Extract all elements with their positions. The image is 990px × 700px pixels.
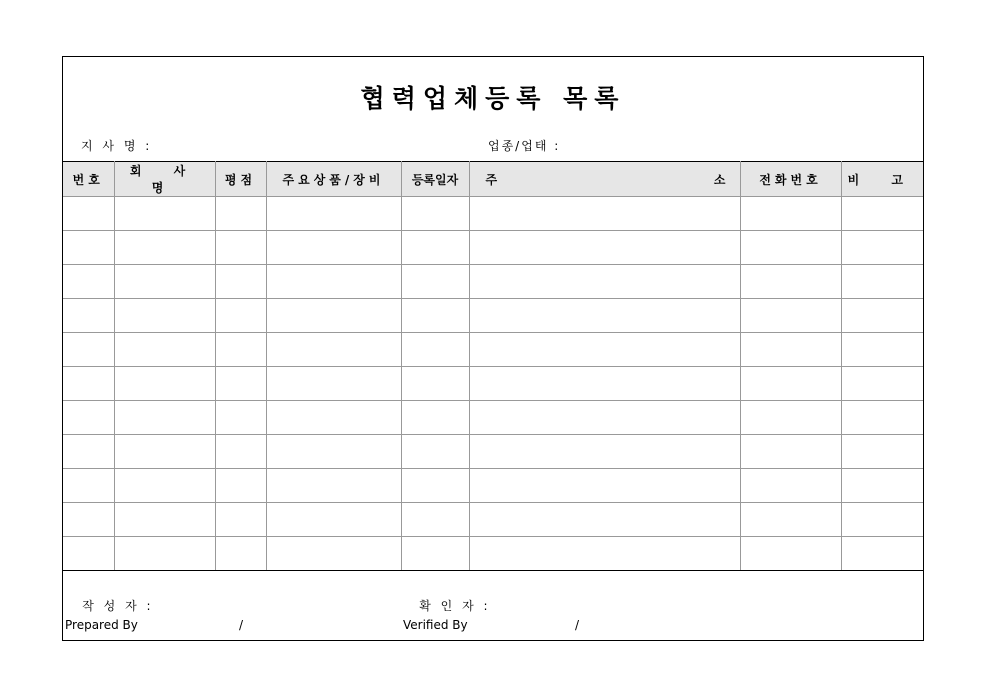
- table-cell[interactable]: [266, 401, 401, 435]
- table-cell[interactable]: [266, 265, 401, 299]
- table-cell[interactable]: [469, 197, 740, 231]
- table-cell[interactable]: [841, 197, 923, 231]
- table-cell[interactable]: [401, 435, 469, 469]
- table-cell[interactable]: [63, 197, 114, 231]
- table-header-row: [63, 162, 923, 197]
- table-cell[interactable]: [266, 503, 401, 537]
- table-row: [63, 231, 923, 265]
- header-registration-date: 등록일자: [401, 162, 469, 197]
- table-row: [63, 333, 923, 367]
- table-cell[interactable]: [401, 265, 469, 299]
- table-cell[interactable]: [63, 299, 114, 333]
- table-cell[interactable]: [841, 333, 923, 367]
- table-cell[interactable]: [215, 469, 266, 503]
- table-cell[interactable]: [266, 333, 401, 367]
- table-cell[interactable]: [841, 435, 923, 469]
- table-cell[interactable]: [114, 333, 215, 367]
- table-cell[interactable]: [740, 503, 841, 537]
- table-cell[interactable]: [469, 469, 740, 503]
- table-cell[interactable]: [740, 197, 841, 231]
- table-cell[interactable]: [114, 537, 215, 571]
- verified-by-label: Verified By: [403, 618, 468, 632]
- table-cell[interactable]: [740, 299, 841, 333]
- table-cell[interactable]: [740, 401, 841, 435]
- table-cell[interactable]: [114, 435, 215, 469]
- table-cell[interactable]: [401, 367, 469, 401]
- table-cell[interactable]: [740, 435, 841, 469]
- table-cell[interactable]: [266, 435, 401, 469]
- table-cell[interactable]: [401, 503, 469, 537]
- table-cell[interactable]: [215, 401, 266, 435]
- table-cell[interactable]: [469, 503, 740, 537]
- table-row: [63, 197, 923, 231]
- table-cell[interactable]: [401, 197, 469, 231]
- table-cell[interactable]: [266, 367, 401, 401]
- table-cell[interactable]: [841, 469, 923, 503]
- document-frame: [62, 56, 924, 641]
- table-cell[interactable]: [841, 503, 923, 537]
- table-cell[interactable]: [740, 333, 841, 367]
- table-cell[interactable]: [266, 197, 401, 231]
- table-row: [63, 299, 923, 333]
- table-cell[interactable]: [401, 537, 469, 571]
- table-cell[interactable]: [469, 367, 740, 401]
- table-row: [63, 503, 923, 537]
- table-cell[interactable]: [63, 231, 114, 265]
- header-main-products: 주요상품/장비: [266, 162, 401, 197]
- table-cell[interactable]: [114, 231, 215, 265]
- table-cell[interactable]: [401, 299, 469, 333]
- table-cell[interactable]: [215, 333, 266, 367]
- table-cell[interactable]: [114, 503, 215, 537]
- table-cell[interactable]: [469, 401, 740, 435]
- header-address: [469, 162, 740, 197]
- table-cell[interactable]: [215, 299, 266, 333]
- partner-list-table: [63, 161, 923, 571]
- header-address-part1: 주: [485, 172, 498, 187]
- table-cell[interactable]: [469, 299, 740, 333]
- table-cell[interactable]: [841, 265, 923, 299]
- table-cell[interactable]: [266, 469, 401, 503]
- table-cell[interactable]: [114, 265, 215, 299]
- table-cell[interactable]: [63, 435, 114, 469]
- table-cell[interactable]: [63, 265, 114, 299]
- table-cell[interactable]: [215, 435, 266, 469]
- author-label: 작 성 자 :: [82, 599, 154, 613]
- table-cell[interactable]: [841, 299, 923, 333]
- table-cell[interactable]: [469, 435, 740, 469]
- header-address-part2: 소: [713, 172, 726, 187]
- table-cell[interactable]: [469, 265, 740, 299]
- table-row: [63, 367, 923, 401]
- table-cell[interactable]: [63, 503, 114, 537]
- table-cell[interactable]: [401, 333, 469, 367]
- table-cell[interactable]: [469, 333, 740, 367]
- document-title: 협력업체등록 목록: [360, 84, 626, 113]
- header-number: 번호: [63, 162, 114, 197]
- table-cell[interactable]: [740, 265, 841, 299]
- header-company-name: 회 사 명: [114, 162, 215, 197]
- table-cell[interactable]: [266, 537, 401, 571]
- table-cell[interactable]: [266, 231, 401, 265]
- branch-name-label: 지 사 명 :: [81, 139, 153, 153]
- table-cell[interactable]: [740, 231, 841, 265]
- table-cell[interactable]: [401, 469, 469, 503]
- table-cell[interactable]: [215, 537, 266, 571]
- prepared-by-label: Prepared By: [65, 618, 138, 632]
- table-cell[interactable]: [114, 401, 215, 435]
- table-cell[interactable]: [740, 367, 841, 401]
- table-cell[interactable]: [841, 231, 923, 265]
- table-cell[interactable]: [740, 537, 841, 571]
- table-cell[interactable]: [401, 231, 469, 265]
- header-remarks: 비 고: [841, 162, 923, 197]
- table-cell[interactable]: [841, 537, 923, 571]
- table-row: [63, 265, 923, 299]
- table-cell[interactable]: [114, 469, 215, 503]
- table-cell[interactable]: [215, 367, 266, 401]
- header-rating: 평점: [215, 162, 266, 197]
- table-cell[interactable]: [63, 537, 114, 571]
- table-cell[interactable]: [63, 469, 114, 503]
- table-row: [63, 469, 923, 503]
- verified-by-slash: /: [575, 618, 580, 632]
- table-cell[interactable]: [469, 231, 740, 265]
- industry-label: 업종/업태 :: [488, 139, 561, 153]
- table-cell[interactable]: [215, 503, 266, 537]
- table-cell[interactable]: [401, 401, 469, 435]
- table-row: [63, 435, 923, 469]
- table-cell[interactable]: [63, 401, 114, 435]
- table-cell[interactable]: [63, 367, 114, 401]
- table-cell[interactable]: [114, 197, 215, 231]
- table-cell[interactable]: [740, 469, 841, 503]
- table-cell[interactable]: [114, 299, 215, 333]
- table-cell[interactable]: [841, 401, 923, 435]
- header-phone: 전화번호: [740, 162, 841, 197]
- table-cell[interactable]: [266, 299, 401, 333]
- table-cell[interactable]: [114, 367, 215, 401]
- confirmer-label: 확 인 자 :: [419, 599, 491, 613]
- table-row: [63, 537, 923, 571]
- table-cell[interactable]: [215, 265, 266, 299]
- table-cell[interactable]: [215, 231, 266, 265]
- table-cell[interactable]: [841, 367, 923, 401]
- table-cell[interactable]: [469, 537, 740, 571]
- table-cell[interactable]: [215, 197, 266, 231]
- table-cell[interactable]: [63, 333, 114, 367]
- table-row: [63, 401, 923, 435]
- prepared-by-slash: /: [239, 618, 244, 632]
